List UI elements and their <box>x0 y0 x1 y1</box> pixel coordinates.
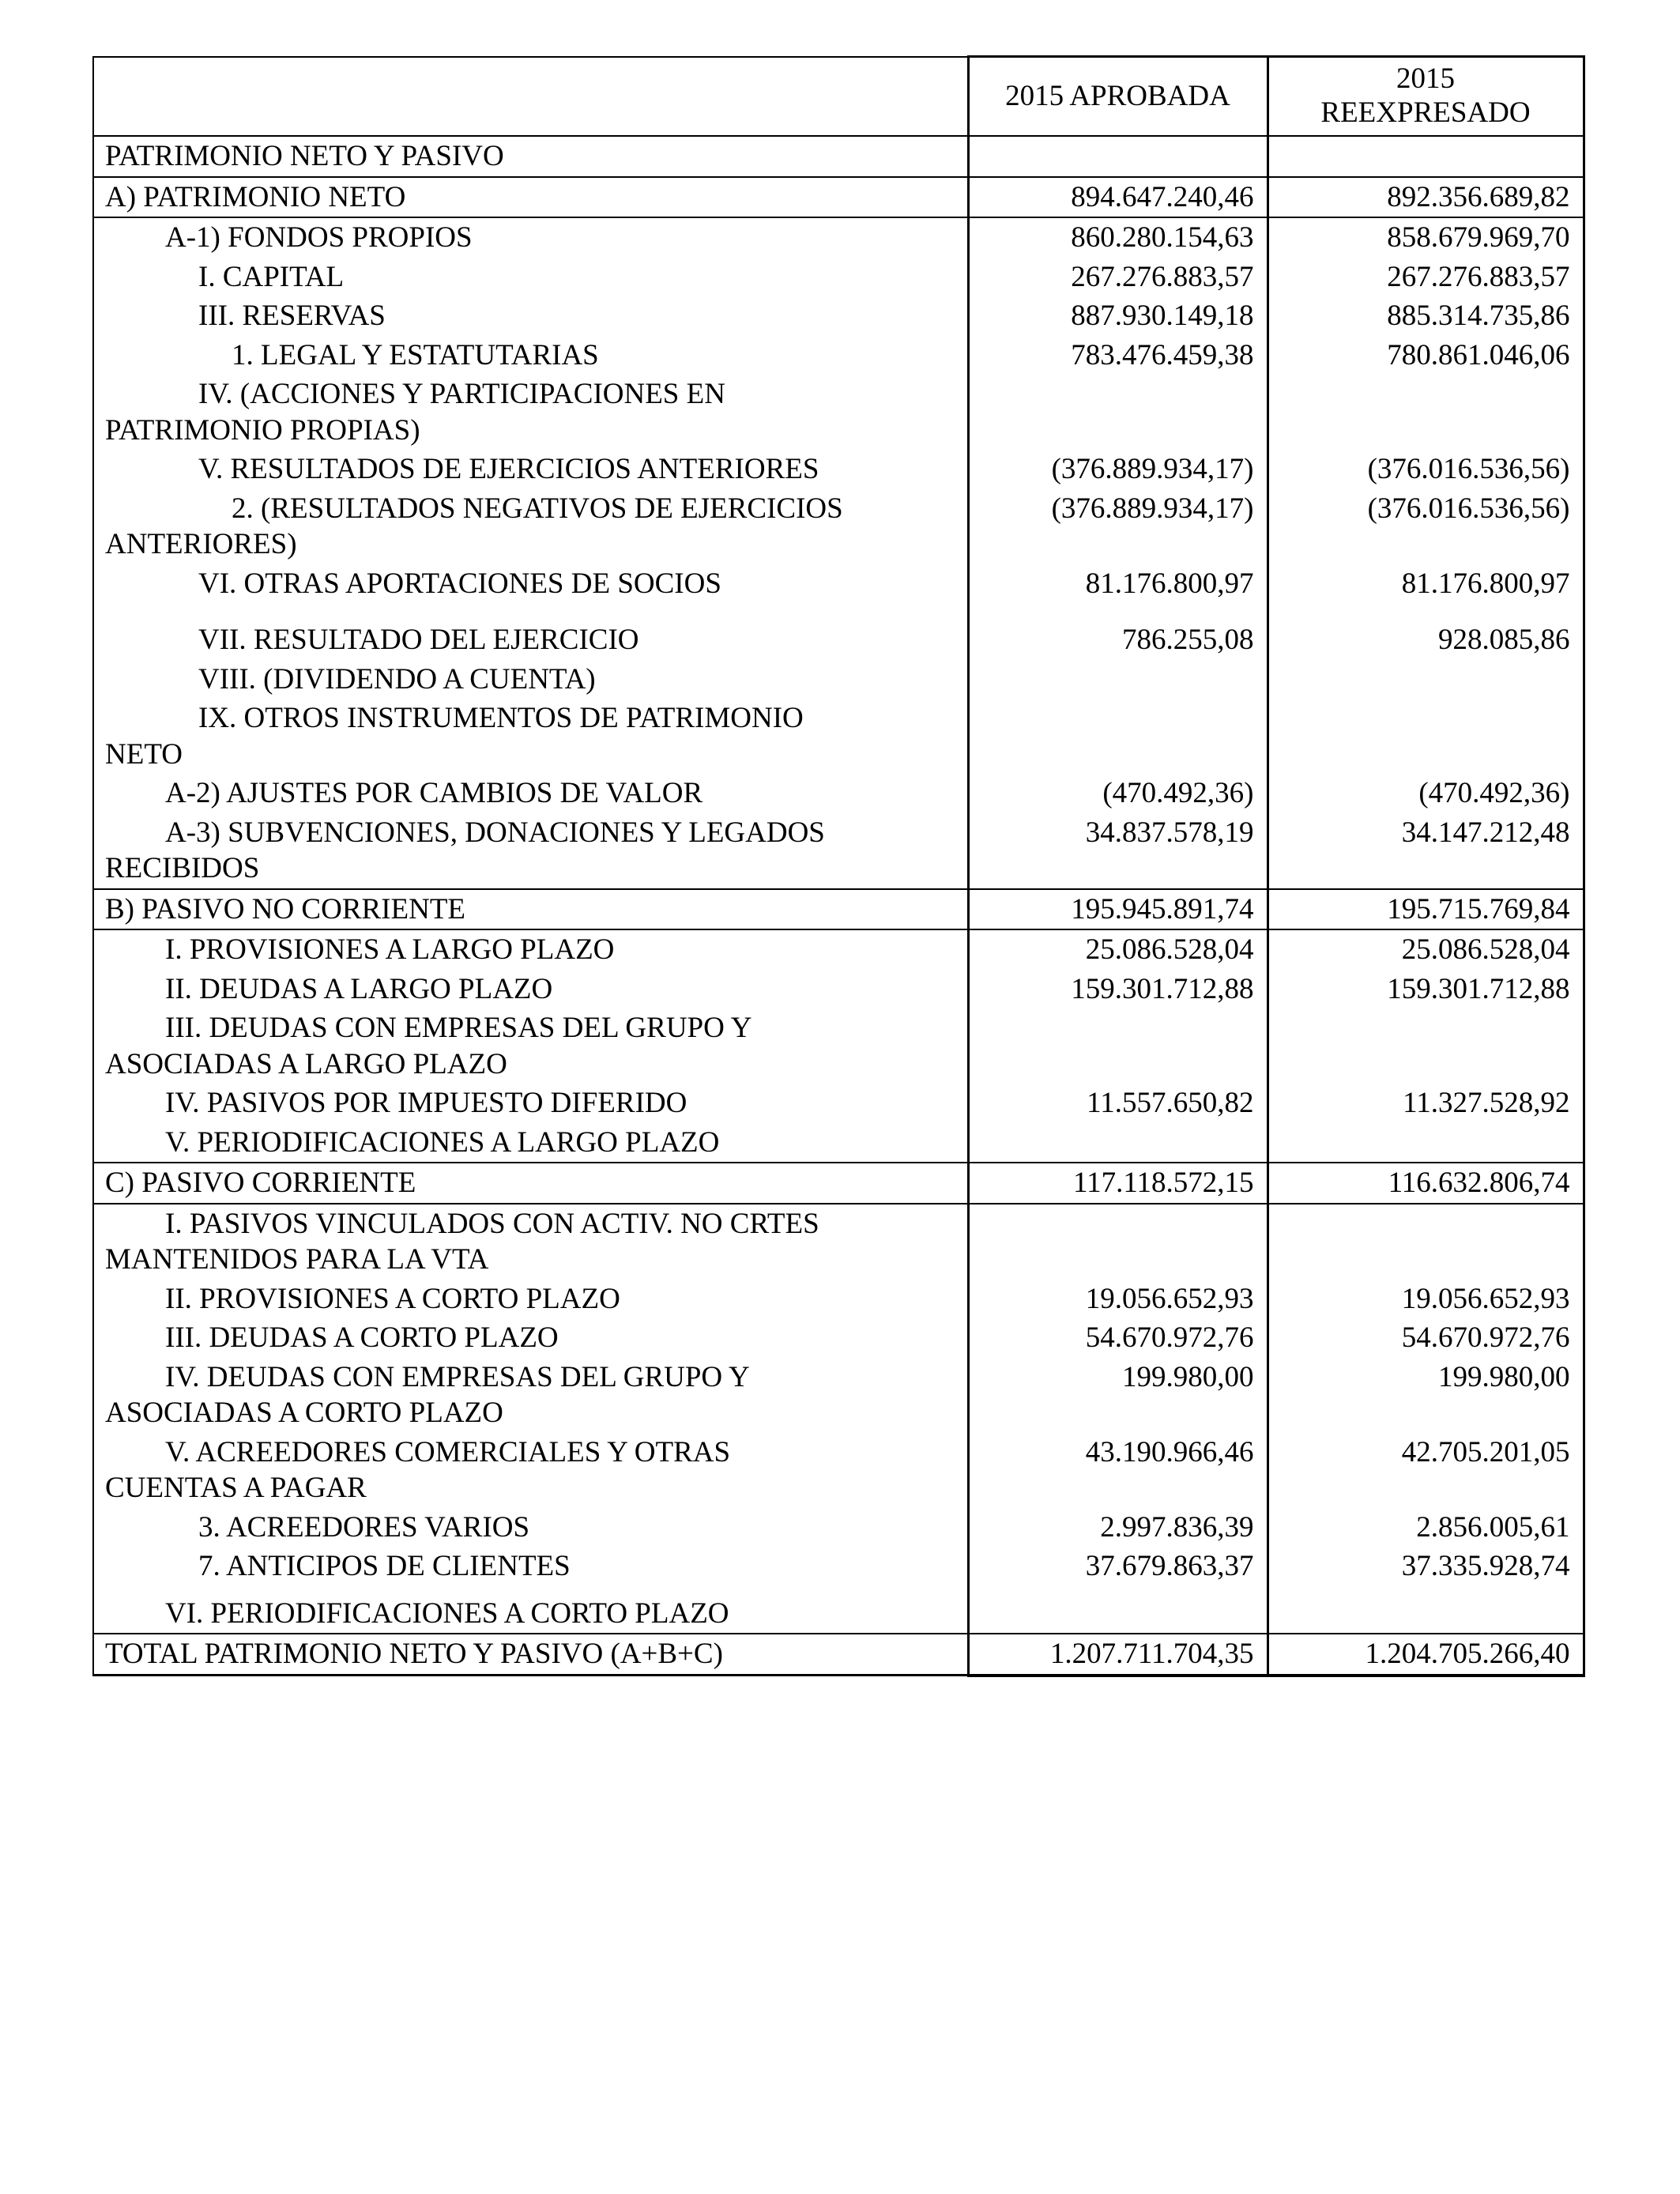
row-label: 1. LEGAL Y ESTATUTARIAS <box>93 336 968 375</box>
table-row <box>93 1586 1584 1634</box>
value-2015-reexpresado: 195.715.769,84 <box>1268 889 1584 930</box>
row-label: 7. ANTICIPOS DE CLIENTES <box>93 1547 968 1586</box>
row-label: B) PASIVO NO CORRIENTE <box>93 889 968 930</box>
value-2015-aprobada <box>968 1204 1268 1280</box>
value-2015-aprobada: 159.301.712,88 <box>968 970 1268 1009</box>
row-label: I. PROVISIONES A LARGO PLAZO <box>93 929 968 970</box>
table-row <box>93 1318 1584 1358</box>
value-2015-aprobada: 199.980,00 <box>968 1358 1268 1433</box>
header-row <box>93 57 1584 137</box>
value-2015-aprobada <box>968 1008 1268 1084</box>
value-2015-reexpresado: 199.980,00 <box>1268 1358 1584 1433</box>
table-row <box>93 375 1584 450</box>
value-2015-reexpresado <box>1268 1586 1584 1634</box>
table-row <box>93 699 1584 774</box>
value-2015-reexpresado: (470.492,36) <box>1268 774 1584 813</box>
value-2015-aprobada: 786.255,08 <box>968 603 1268 660</box>
table-row <box>93 1280 1584 1319</box>
row-label: IV. DEUDAS CON EMPRESAS DEL GRUPO Y ASOCIADAS A CORTO PLAZO <box>93 1358 968 1433</box>
row-label: IV. PASIVOS POR IMPUESTO DIFERIDO <box>93 1084 968 1123</box>
row-label: A-3) SUBVENCIONES, DONACIONES Y LEGADOS RECIBIDOS <box>93 813 968 889</box>
row-label: TOTAL PATRIMONIO NETO Y PASIVO (A+B+C) <box>93 1634 968 1676</box>
value-2015-aprobada <box>968 375 1268 450</box>
value-2015-aprobada: 11.557.650,82 <box>968 1084 1268 1123</box>
table-row <box>93 1163 1584 1204</box>
value-2015-reexpresado: 780.861.046,06 <box>1268 336 1584 375</box>
table-row <box>93 450 1584 489</box>
table-row <box>93 217 1584 258</box>
table-row <box>93 774 1584 813</box>
balance-sheet-table <box>92 55 1585 1677</box>
row-label: VII. RESULTADO DEL EJERCICIO <box>93 603 968 660</box>
row-label: II. DEUDAS A LARGO PLAZO <box>93 970 968 1009</box>
value-2015-aprobada: 2.997.836,39 <box>968 1508 1268 1547</box>
row-label: A-1) FONDOS PROPIOS <box>93 217 968 258</box>
value-2015-reexpresado <box>1268 1204 1584 1280</box>
value-2015-reexpresado: (376.016.536,56) <box>1268 489 1584 564</box>
value-2015-aprobada: 19.056.652,93 <box>968 1280 1268 1319</box>
value-2015-reexpresado: 11.327.528,92 <box>1268 1084 1584 1123</box>
table-row <box>93 660 1584 699</box>
row-label: A-2) AJUSTES POR CAMBIOS DE VALOR <box>93 774 968 813</box>
table-row <box>93 489 1584 564</box>
row-label: V. ACREEDORES COMERCIALES Y OTRAS CUENTAS A PAGAR <box>93 1433 968 1508</box>
value-2015-reexpresado: 928.085,86 <box>1268 603 1584 660</box>
table-row <box>93 970 1584 1009</box>
value-2015-aprobada: 887.930.149,18 <box>968 296 1268 336</box>
row-label: IV. (ACCIONES Y PARTICIPACIONES EN PATRIMONIO PROPIAS) <box>93 375 968 450</box>
value-2015-reexpresado: 116.632.806,74 <box>1268 1163 1584 1204</box>
value-2015-aprobada <box>968 699 1268 774</box>
table-row <box>93 1204 1584 1280</box>
value-2015-reexpresado: 25.086.528,04 <box>1268 929 1584 970</box>
value-2015-reexpresado: 159.301.712,88 <box>1268 970 1584 1009</box>
value-2015-reexpresado <box>1268 375 1584 450</box>
row-label: VI. PERIODIFICACIONES A CORTO PLAZO <box>93 1586 968 1634</box>
header-reexpresado: REEXPRESADO <box>1320 96 1531 129</box>
value-2015-aprobada: (376.889.934,17) <box>968 489 1268 564</box>
value-2015-aprobada: (470.492,36) <box>968 774 1268 813</box>
value-2015-reexpresado: 81.176.800,97 <box>1268 564 1584 604</box>
value-2015-reexpresado: 858.679.969,70 <box>1268 217 1584 258</box>
table-row <box>93 929 1584 970</box>
value-2015-reexpresado: 2.856.005,61 <box>1268 1508 1584 1547</box>
value-2015-reexpresado: (376.016.536,56) <box>1268 450 1584 489</box>
row-label: I. CAPITAL <box>93 258 968 297</box>
table-row <box>93 1547 1584 1586</box>
table-row <box>93 177 1584 218</box>
table-row <box>93 889 1584 930</box>
table-row <box>93 296 1584 336</box>
row-label: V. RESULTADOS DE EJERCICIOS ANTERIORES <box>93 450 968 489</box>
table-row <box>93 1358 1584 1433</box>
value-2015-reexpresado <box>1268 1008 1584 1084</box>
value-2015-aprobada: 894.647.240,46 <box>968 177 1268 218</box>
total-2015-reexpresado: 1.204.705.266,40 <box>1268 1634 1584 1676</box>
table-row <box>93 1008 1584 1084</box>
section-title: PATRIMONIO NETO Y PASIVO <box>93 136 968 177</box>
row-label: 3. ACREEDORES VARIOS <box>93 1508 968 1547</box>
value-2015-aprobada: 25.086.528,04 <box>968 929 1268 970</box>
value-2015-aprobada: 117.118.572,15 <box>968 1163 1268 1204</box>
value-2015-aprobada: 860.280.154,63 <box>968 217 1268 258</box>
value-2015-aprobada <box>968 1586 1268 1634</box>
value-2015-aprobada: (376.889.934,17) <box>968 450 1268 489</box>
value-2015-aprobada: 81.176.800,97 <box>968 564 1268 604</box>
row-label: 2. (RESULTADOS NEGATIVOS DE EJERCICIOS ANTERIORES) <box>93 489 968 564</box>
row-label: VIII. (DIVIDENDO A CUENTA) <box>93 660 968 699</box>
table-row <box>93 564 1584 604</box>
row-label: III. DEUDAS A CORTO PLAZO <box>93 1318 968 1358</box>
row-label: III. RESERVAS <box>93 296 968 336</box>
title-row <box>93 136 1584 177</box>
value-2015-aprobada <box>968 660 1268 699</box>
row-label: III. DEUDAS CON EMPRESAS DEL GRUPO Y ASOCIADAS A LARGO PLAZO <box>93 1008 968 1084</box>
table-row <box>93 603 1584 660</box>
value-2015-aprobada: 43.190.966,46 <box>968 1433 1268 1508</box>
value-2015-reexpresado: 885.314.735,86 <box>1268 296 1584 336</box>
header-label-cell <box>93 57 968 137</box>
value-2015-aprobada <box>968 1123 1268 1163</box>
table-row <box>93 1508 1584 1547</box>
row-label: A) PATRIMONIO NETO <box>93 177 968 218</box>
value-2015-aprobada: 267.276.883,57 <box>968 258 1268 297</box>
row-label: VI. OTRAS APORTACIONES DE SOCIOS <box>93 564 968 604</box>
row-label: V. PERIODIFICACIONES A LARGO PLAZO <box>93 1123 968 1163</box>
header-year: 2015 <box>1396 62 1455 96</box>
value-2015-reexpresado: 267.276.883,57 <box>1268 258 1584 297</box>
row-label: IX. OTROS INSTRUMENTOS DE PATRIMONIO NETO <box>93 699 968 774</box>
value-2015-aprobada: 783.476.459,38 <box>968 336 1268 375</box>
value-2015-aprobada: 37.679.863,37 <box>968 1547 1268 1586</box>
value-2015-reexpresado: 42.705.201,05 <box>1268 1433 1584 1508</box>
value-2015-aprobada: 195.945.891,74 <box>968 889 1268 930</box>
value-2015-reexpresado: 37.335.928,74 <box>1268 1547 1584 1586</box>
value-2015-reexpresado: 54.670.972,76 <box>1268 1318 1584 1358</box>
total-row <box>93 1634 1584 1676</box>
table-row <box>93 258 1584 297</box>
value-2015-aprobada: 34.837.578,19 <box>968 813 1268 889</box>
table-row <box>93 1084 1584 1123</box>
row-label: II. PROVISIONES A CORTO PLAZO <box>93 1280 968 1319</box>
value-2015-reexpresado <box>1268 1123 1584 1163</box>
table-row <box>93 336 1584 375</box>
total-2015-aprobada: 1.207.711.704,35 <box>968 1634 1268 1676</box>
value-2015-reexpresado: 892.356.689,82 <box>1268 177 1584 218</box>
row-label: C) PASIVO CORRIENTE <box>93 1163 968 1204</box>
header-2015-aprobada: 2015 APROBADA <box>968 57 1268 137</box>
value-2015-aprobada: 54.670.972,76 <box>968 1318 1268 1358</box>
balance-sheet-page <box>92 55 1583 1677</box>
table-row <box>93 1433 1584 1508</box>
table-row <box>93 813 1584 889</box>
value-2015-reexpresado <box>1268 660 1584 699</box>
table-row <box>93 1123 1584 1163</box>
value-2015-reexpresado: 19.056.652,93 <box>1268 1280 1584 1319</box>
value-2015-reexpresado: 34.147.212,48 <box>1268 813 1584 889</box>
header-2015-reexpresado <box>1268 57 1584 137</box>
value-2015-reexpresado <box>1268 699 1584 774</box>
row-label: I. PASIVOS VINCULADOS CON ACTIV. NO CRTES MANTENIDOS PARA LA VTA <box>93 1204 968 1280</box>
